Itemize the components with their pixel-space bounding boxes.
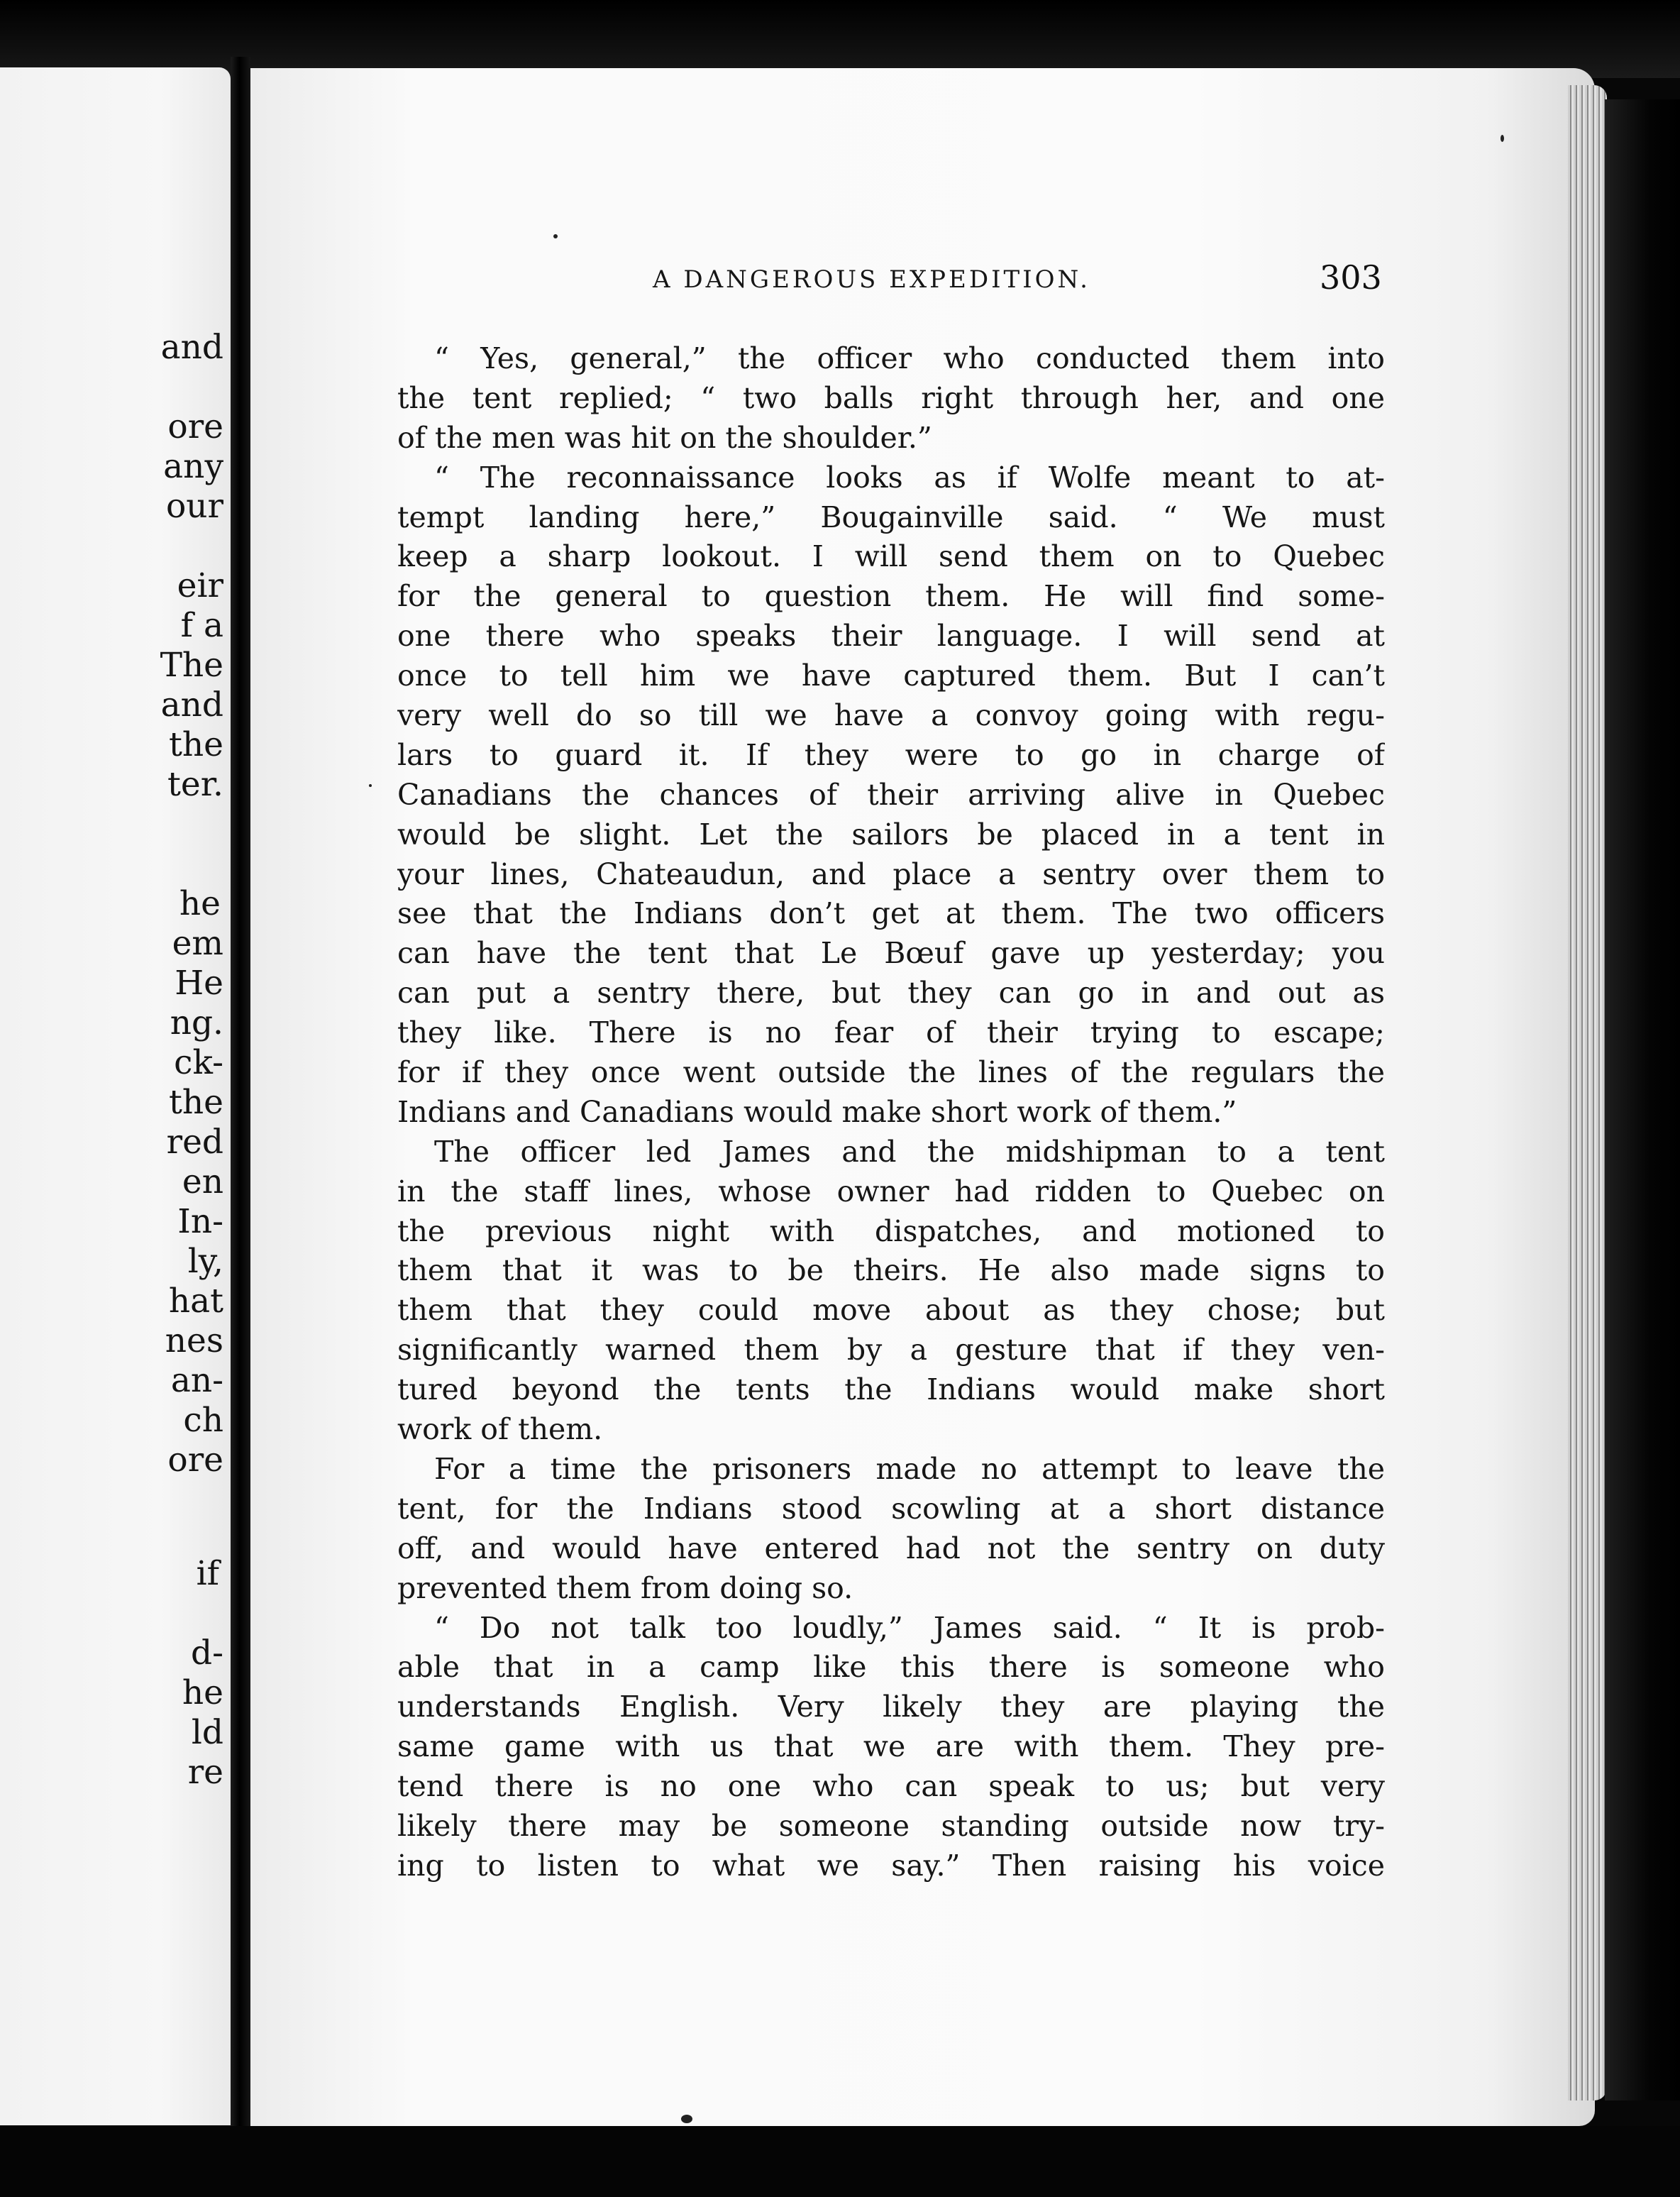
text-line: significantly warned them by a gesture that if they ven- xyxy=(397,1333,1385,1367)
left-page-text-fragments xyxy=(0,0,231,2197)
text-line: Indians and Canadians would make short work of them.” xyxy=(397,1094,1237,1129)
text-line: once to tell him we have captured them. But I can’t xyxy=(397,659,1385,693)
text-line: keep a sharp lookout. I will send them on to Quebec xyxy=(397,539,1385,574)
page-edges xyxy=(1568,85,1607,2100)
text-line: very well do so till we have a convoy going with regu- xyxy=(397,698,1385,733)
text-line: “ Do not talk too loudly,” James said. “ It is prob- xyxy=(434,1610,1385,1645)
scan-speck xyxy=(369,784,372,787)
text-line: Canadians the chances of their arriving alive in Quebec xyxy=(397,777,1385,812)
left-fragment: he xyxy=(182,1673,223,1712)
left-fragment: ter. xyxy=(167,765,223,804)
left-fragment: d- xyxy=(191,1634,223,1673)
running-title: A DANGEROUS EXPEDITION. xyxy=(653,265,1090,294)
left-fragment: and xyxy=(160,328,223,367)
text-line: The officer led James and the midshipman to a tent xyxy=(434,1134,1385,1169)
left-fragment: and xyxy=(160,685,223,725)
text-line: same game with us that we are with them. They pre- xyxy=(397,1729,1385,1764)
text-line: off, and would have entered had not the sentry on duty xyxy=(397,1531,1385,1565)
left-fragment: eir xyxy=(177,566,223,605)
text-line: understands English. Very likely they are playing the xyxy=(397,1690,1385,1724)
text-line: in the staff lines, whose owner had ridden to Quebec on xyxy=(397,1174,1385,1208)
text-line: “ Yes, general,” the officer who conducted them into xyxy=(434,341,1385,375)
left-fragment: ld xyxy=(191,1713,223,1752)
left-fragment: re xyxy=(187,1753,223,1792)
left-fragment: our xyxy=(165,487,223,526)
text-line: tent, for the Indians stood scowling at a short distance xyxy=(397,1491,1385,1526)
left-fragment: en xyxy=(182,1162,223,1201)
text-line: would be slight. Let the sailors be placed in a tent in xyxy=(397,817,1385,852)
scan-speck xyxy=(1501,135,1504,142)
left-fragment: an- xyxy=(170,1361,223,1400)
left-fragment: f a xyxy=(180,606,223,645)
text-line: can put a sentry there, but they can go in and out as xyxy=(397,976,1385,1011)
text-line: able that in a camp like this there is someone who xyxy=(397,1650,1385,1685)
left-fragment: ng. xyxy=(170,1003,223,1042)
book-gutter xyxy=(231,57,250,2143)
left-fragment: ly, xyxy=(187,1242,223,1281)
text-line: them that they could move about as they chose; but xyxy=(397,1293,1385,1328)
text-line: prevented them from doing so. xyxy=(397,1570,853,1605)
text-line: likely there may be someone standing outside now try- xyxy=(397,1808,1385,1843)
left-fragment: if xyxy=(196,1554,219,1593)
text-line: they like. There is no fear of their trying to escape; xyxy=(397,1015,1385,1050)
text-line: of the men was hit on the shoulder.” xyxy=(397,420,932,455)
body-text xyxy=(397,339,1385,1886)
text-line: for if they once went outside the lines of the regulars the xyxy=(397,1055,1385,1090)
page-number: 303 xyxy=(1320,258,1382,297)
text-line: ing to listen to what we say.” Then raising his voice xyxy=(397,1848,1385,1883)
left-fragment: In- xyxy=(177,1202,223,1241)
text-line: the tent replied; “ two balls right through her, and one xyxy=(397,380,1385,415)
text-line: one there who speaks their language. I will send at xyxy=(397,619,1385,654)
book-edge-shadow xyxy=(1605,99,1680,2100)
text-line: can have the tent that Le Bœuf gave up yesterday; you xyxy=(397,936,1385,971)
text-line: For a time the prisoners made no attempt to leave the xyxy=(434,1451,1385,1486)
text-line: see that the Indians don’t get at them. The two officers xyxy=(397,896,1385,931)
left-fragment: em xyxy=(172,924,223,963)
text-line: tend there is no one who can speak to us; but very xyxy=(397,1769,1385,1804)
text-line: lars to guard it. If they were to go in charge of xyxy=(397,737,1385,772)
left-fragment: any xyxy=(163,447,223,486)
left-fragment: hat xyxy=(168,1282,223,1321)
left-fragment: The xyxy=(160,646,223,685)
scan-top-shadow xyxy=(0,0,1680,78)
left-fragment: He xyxy=(175,964,223,1003)
left-fragment: the xyxy=(169,1083,223,1122)
left-fragment: he xyxy=(179,884,221,923)
left-fragment: ck- xyxy=(174,1043,223,1082)
text-line: for the general to question them. He will find some- xyxy=(397,579,1385,614)
scan-speck xyxy=(553,234,558,238)
text-line: your lines, Chateaudun, and place a sentry over them to xyxy=(397,857,1385,891)
left-fragment: ore xyxy=(167,1441,223,1480)
left-fragment: nes xyxy=(165,1321,223,1360)
left-fragment: ch xyxy=(183,1401,223,1440)
text-line: “ The reconnaissance looks as if Wolfe meant to at- xyxy=(434,460,1385,495)
text-line: tempt landing here,” Bougainville said. “ We must xyxy=(397,500,1385,534)
text-line: tured beyond the tents the Indians would make short xyxy=(397,1372,1385,1407)
text-line: them that it was to be theirs. He also made signs to xyxy=(397,1253,1385,1288)
running-head xyxy=(397,258,1391,305)
left-fragment: the xyxy=(169,725,223,764)
left-fragment: ore xyxy=(167,407,223,446)
left-fragment: red xyxy=(166,1123,223,1162)
text-line: work of them. xyxy=(397,1412,603,1447)
scan-bottom-shadow xyxy=(0,2126,1680,2197)
text-line: the previous night with dispatches, and motioned to xyxy=(397,1213,1385,1248)
scan-speck xyxy=(681,2115,692,2123)
